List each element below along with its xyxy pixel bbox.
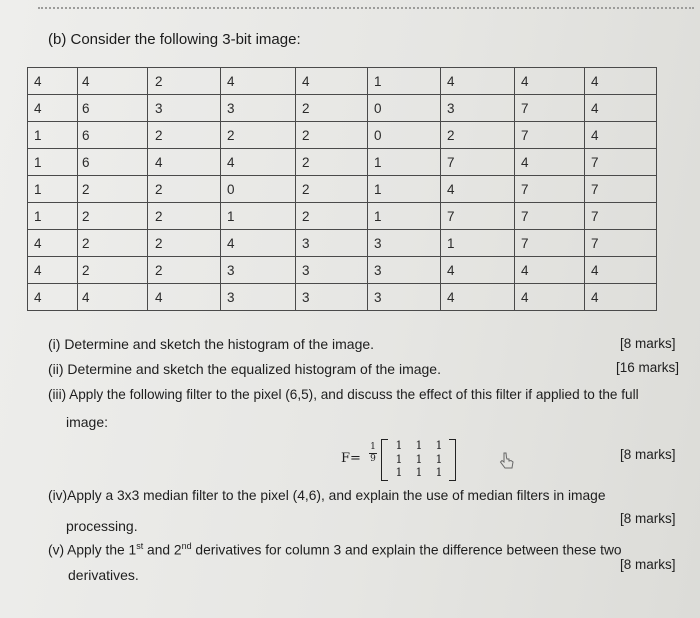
pixel-value: 2	[227, 127, 235, 143]
pixel-value: 3	[227, 262, 235, 278]
pixel-value: 2	[302, 181, 310, 197]
grid-cell	[515, 284, 585, 311]
pixel-value: 6	[82, 127, 90, 143]
pixel-value: 7	[591, 154, 599, 170]
pixel-value: 4	[447, 289, 455, 305]
grid-cell	[148, 176, 221, 203]
pixel-value: 1	[374, 73, 382, 89]
grid-cell	[585, 68, 657, 95]
pixel-value: 4	[591, 100, 599, 116]
left-bracket	[381, 439, 388, 481]
grid-cell	[585, 284, 657, 311]
averaging-filter-matrix	[341, 437, 461, 483]
right-bracket	[449, 439, 456, 481]
pixel-value: 2	[82, 181, 90, 197]
pixel-value: 2	[447, 127, 455, 143]
pixel-value: 4	[34, 73, 42, 89]
grid-row	[28, 203, 657, 230]
pixel-value: 1	[374, 208, 382, 224]
grid-cell	[585, 230, 657, 257]
filter-coefficient: 1	[435, 466, 443, 479]
pixel-value: 2	[155, 262, 163, 278]
pixel-value: 4	[521, 154, 529, 170]
filter-coefficient: 1	[435, 452, 443, 466]
grid-cell	[441, 68, 515, 95]
q5-text-b: and 2	[143, 542, 182, 558]
pointer-hand-icon	[498, 451, 516, 471]
pixel-value: 1	[227, 208, 235, 224]
pixel-value: 7	[591, 208, 599, 224]
grid-cell	[148, 257, 221, 284]
grid-cell	[368, 95, 441, 122]
pixel-value: 3	[374, 289, 382, 305]
grid-row	[28, 284, 657, 311]
grid-cell	[28, 203, 78, 230]
pixel-value: 2	[155, 127, 163, 143]
grid-cell	[368, 122, 441, 149]
grid-cell	[368, 203, 441, 230]
grid-cell	[515, 95, 585, 122]
pixel-value: 3	[447, 100, 455, 116]
question-iv-marks: [8 marks]	[620, 511, 676, 526]
pixel-value: 2	[302, 208, 310, 224]
pixel-value: 2	[82, 262, 90, 278]
grid-row	[28, 95, 657, 122]
pixel-value: 4	[591, 289, 599, 305]
grid-cell	[515, 122, 585, 149]
question-iv-line1: (iv)Apply a 3x3 median filter to the pixel (4,6), and explain the use of median filters in image	[48, 488, 606, 503]
grid-row	[28, 257, 657, 284]
pixel-value: 4	[227, 235, 235, 251]
pixel-value: 2	[302, 154, 310, 170]
pixel-value: 3	[227, 289, 235, 305]
grid-cell	[221, 68, 296, 95]
pixel-value: 3	[302, 289, 310, 305]
grid-cell	[28, 284, 78, 311]
grid-cell	[221, 149, 296, 176]
pixel-value: 7	[521, 127, 529, 143]
filter-row	[389, 466, 449, 480]
grid-cell	[585, 203, 657, 230]
pixel-value: 4	[447, 73, 455, 89]
grid-cell	[368, 68, 441, 95]
pixel-value: 4	[34, 289, 42, 305]
pixel-value: 4	[591, 73, 599, 89]
grid-cell	[148, 95, 221, 122]
grid-cell	[28, 230, 78, 257]
pixel-value: 1	[34, 208, 42, 224]
grid-cell	[296, 230, 368, 257]
grid-cell	[28, 257, 78, 284]
filter-fraction	[369, 442, 377, 465]
grid-cell	[296, 68, 368, 95]
question-heading: (b) Consider the following 3-bit image:	[48, 31, 301, 48]
grid-cell	[78, 230, 148, 257]
filter-label: F=	[341, 451, 361, 466]
pixel-value: 0	[374, 127, 382, 143]
grid-cell	[585, 176, 657, 203]
pixel-value: 3	[227, 100, 235, 116]
pixel-value: 4	[155, 289, 163, 305]
question-iii-line2: image:	[66, 414, 109, 430]
grid-cell	[441, 122, 515, 149]
pixel-value: 6	[82, 154, 90, 170]
grid-cell	[221, 203, 296, 230]
grid-cell	[148, 122, 221, 149]
grid-cell	[28, 176, 78, 203]
grid-cell	[441, 95, 515, 122]
grid-row	[28, 149, 657, 176]
grid-cell	[585, 122, 657, 149]
grid-cell	[296, 149, 368, 176]
fraction-denominator: 9	[370, 454, 376, 464]
filter-coefficient: 1	[395, 452, 403, 466]
grid-cell	[221, 257, 296, 284]
grid-cell	[28, 149, 78, 176]
pixel-value: 2	[302, 127, 310, 143]
question-v-line2: derivatives.	[68, 567, 139, 583]
filter-row	[389, 439, 449, 453]
fraction-numerator: 1	[370, 442, 376, 452]
grid-cell	[515, 257, 585, 284]
grid-cell	[28, 68, 78, 95]
grid-cell	[441, 176, 515, 203]
filter-coefficient: 1	[395, 466, 403, 479]
pixel-value: 3	[155, 100, 163, 116]
grid-cell	[148, 68, 221, 95]
pixel-value: 3	[374, 262, 382, 278]
pixel-value: 1	[374, 154, 382, 170]
grid-row	[28, 68, 657, 95]
grid-cell	[221, 95, 296, 122]
pixel-value: 7	[521, 100, 529, 116]
grid-cell	[441, 203, 515, 230]
q5-sup-st: st	[136, 541, 144, 551]
grid-cell	[78, 122, 148, 149]
grid-cell	[515, 230, 585, 257]
pixel-value: 2	[82, 208, 90, 224]
grid-cell	[78, 149, 148, 176]
grid-cell	[441, 149, 515, 176]
pixel-value: 4	[591, 262, 599, 278]
grid-cell	[296, 203, 368, 230]
filter-coefficient: 1	[415, 466, 423, 479]
pixel-value: 2	[82, 235, 90, 251]
pixel-value: 3	[302, 262, 310, 278]
grid-cell	[78, 95, 148, 122]
pixel-value: 4	[34, 235, 42, 251]
pixel-value: 4	[82, 73, 90, 89]
grid-cell	[221, 176, 296, 203]
pixel-value: 1	[374, 181, 382, 197]
question-iii-marks: [8 marks]	[620, 447, 676, 462]
pixel-value: 2	[155, 208, 163, 224]
pixel-value: 0	[374, 100, 382, 116]
pixel-value: 2	[155, 181, 163, 197]
grid-cell	[148, 203, 221, 230]
grid-cell	[585, 257, 657, 284]
filter-coefficients	[389, 439, 449, 480]
pixel-value: 1	[34, 154, 42, 170]
pixel-value: 4	[155, 154, 163, 170]
filter-coefficient: 1	[415, 452, 423, 466]
grid-cell	[585, 95, 657, 122]
pixel-value: 4	[447, 262, 455, 278]
grid-cell	[368, 257, 441, 284]
pixel-value: 4	[591, 127, 599, 143]
q5-text-a: (v) Apply the 1	[48, 542, 137, 558]
pixel-value: 1	[447, 235, 455, 251]
pixel-value: 7	[521, 235, 529, 251]
grid-cell	[78, 176, 148, 203]
pixel-value: 4	[521, 73, 529, 89]
question-iv-line2: processing.	[66, 518, 138, 534]
pixel-value: 4	[521, 289, 529, 305]
grid-cell	[515, 68, 585, 95]
question-i-text: (i) Determine and sketch the histogram of the image.	[48, 336, 375, 352]
grid-row	[28, 176, 657, 203]
grid-cell	[441, 257, 515, 284]
grid-cell	[28, 122, 78, 149]
grid-cell	[221, 230, 296, 257]
question-v-line1	[48, 541, 622, 558]
filter-coefficient: 1	[395, 439, 403, 452]
grid-cell	[221, 122, 296, 149]
question-iii-line1: (iii) Apply the following filter to the pixel (6,5), and discuss the effect of this filter if applied to the full	[48, 387, 639, 402]
pixel-value: 4	[34, 100, 42, 116]
grid-cell	[148, 284, 221, 311]
pixel-value: 0	[227, 181, 235, 197]
q5-sup-nd: nd	[181, 541, 192, 551]
grid-cell	[221, 284, 296, 311]
pixel-value: 7	[521, 208, 529, 224]
pixel-value: 7	[447, 208, 455, 224]
grid-cell	[296, 176, 368, 203]
grid-cell	[296, 95, 368, 122]
grid-cell	[368, 176, 441, 203]
pixel-value: 1	[34, 181, 42, 197]
grid-cell	[368, 230, 441, 257]
grid-cell	[368, 149, 441, 176]
pixel-value: 4	[34, 262, 42, 278]
grid-cell	[78, 203, 148, 230]
question-ii-marks: [16 marks]	[616, 360, 680, 375]
grid-cell	[148, 149, 221, 176]
pixel-value: 7	[591, 181, 599, 197]
question-ii-text: (ii) Determine and sketch the equalized histogram of the image.	[48, 361, 441, 377]
pixel-value: 1	[34, 127, 42, 143]
pixel-value: 4	[302, 73, 310, 89]
grid-cell	[296, 284, 368, 311]
pixel-value: 3	[374, 235, 382, 251]
grid-cell	[148, 230, 221, 257]
filter-row	[389, 453, 449, 467]
grid-cell	[441, 284, 515, 311]
pixel-value: 4	[227, 73, 235, 89]
question-v-marks: [8 marks]	[620, 557, 676, 572]
pixel-value: 2	[155, 73, 163, 89]
pixel-value: 4	[82, 289, 90, 305]
pixel-value: 7	[447, 154, 455, 170]
pixel-value: 2	[155, 235, 163, 251]
q5-text-c: derivatives for column 3 and explain the difference between these two	[191, 542, 622, 558]
filter-coefficient: 1	[415, 439, 423, 452]
image-pixel-grid	[27, 67, 657, 311]
pixel-value: 7	[521, 181, 529, 197]
grid-cell	[441, 230, 515, 257]
dotted-divider	[38, 7, 694, 9]
filter-coefficient: 1	[435, 439, 443, 452]
pixel-value: 4	[227, 154, 235, 170]
pixel-value: 3	[302, 235, 310, 251]
pixel-value: 4	[447, 181, 455, 197]
pixel-value: 4	[521, 262, 529, 278]
grid-cell	[78, 257, 148, 284]
grid-cell	[585, 149, 657, 176]
grid-cell	[78, 284, 148, 311]
grid-cell	[368, 284, 441, 311]
grid-row	[28, 122, 657, 149]
grid-cell	[28, 95, 78, 122]
grid-row	[28, 230, 657, 257]
grid-cell	[78, 68, 148, 95]
grid-cell	[296, 257, 368, 284]
grid-cell	[515, 149, 585, 176]
question-i-marks: [8 marks]	[620, 336, 676, 351]
grid-cell	[515, 203, 585, 230]
grid-cell	[296, 122, 368, 149]
grid-cell	[515, 176, 585, 203]
pixel-value: 7	[591, 235, 599, 251]
pixel-value: 2	[302, 100, 310, 116]
pixel-value: 6	[82, 100, 90, 116]
